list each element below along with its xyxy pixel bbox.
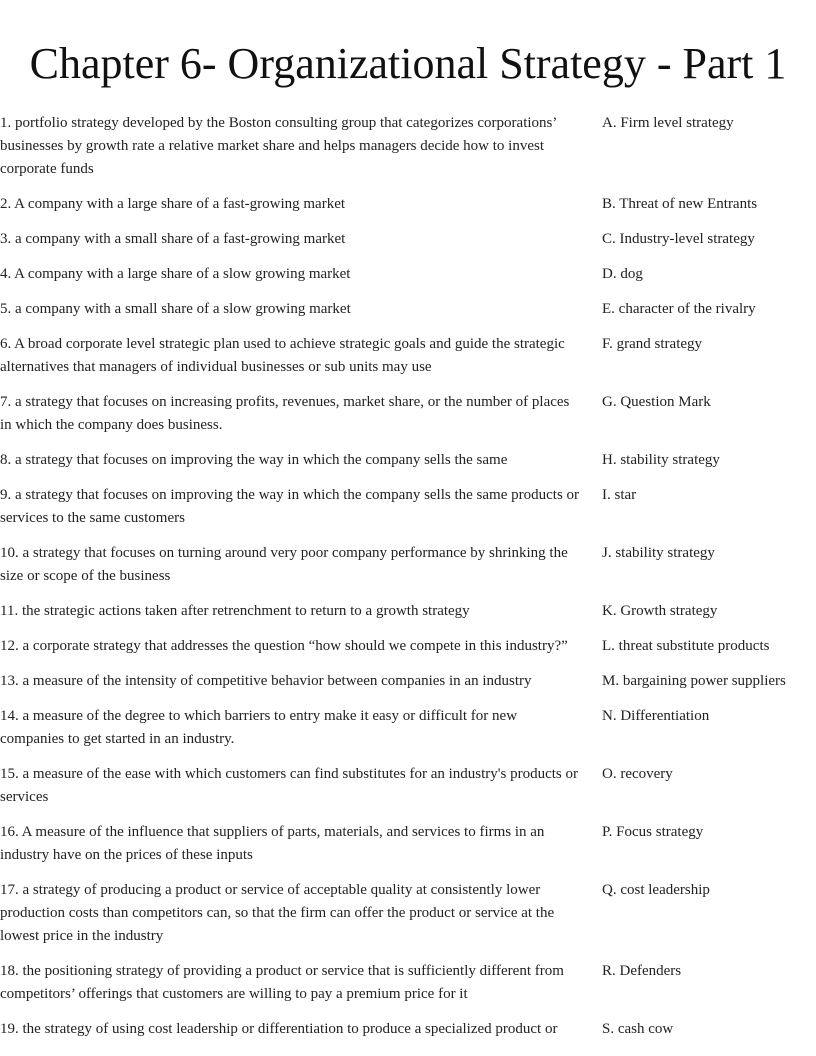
question-text: 8. a strategy that focuses on improving the way in which the company sells the same <box>0 452 508 468</box>
answer-option: H. stability strategy <box>602 452 720 468</box>
question-text: 17. a strategy of producing a product or service of acceptable quality at consistently lower production costs than competitors can, so that the firm can offer the product or service at the lowest price in the industry <box>0 882 555 944</box>
matching-row <box>0 484 816 530</box>
matching-row <box>0 112 816 181</box>
matching-row <box>0 763 816 809</box>
matching-row <box>0 542 816 588</box>
question-text: 14. a measure of the degree to which barriers to entry make it easy or difficult for new companies to get started in an industry. <box>0 708 518 747</box>
answer-option: D. dog <box>602 266 643 282</box>
answer-option: L. threat substitute products <box>602 638 770 654</box>
matching-row <box>0 193 816 216</box>
question-text: 2. A company with a large share of a fast-growing market <box>0 196 346 212</box>
answer-option: E. character of the rivalry <box>602 301 756 317</box>
answer-option: M. bargaining power suppliers <box>602 673 786 689</box>
matching-row <box>0 670 816 693</box>
answer-option: P. Focus strategy <box>602 824 704 840</box>
question-text: 16. A measure of the influence that suppliers of parts, materials, and services to firms in an industry have on the prices of these inputs <box>0 824 545 863</box>
answer-option: I. star <box>602 487 637 503</box>
answer-option: B. Threat of new Entrants <box>602 196 758 212</box>
question-text: 11. the strategic actions taken after retrenchment to return to a growth strategy <box>0 603 470 619</box>
answer-option: K. Growth strategy <box>602 603 718 619</box>
question-text: 4. A company with a large share of a slow growing market <box>0 266 351 282</box>
matching-row <box>0 391 816 437</box>
matching-list <box>0 112 816 1053</box>
answer-option: N. Differentiation <box>602 708 710 724</box>
question-text: 12. a corporate strategy that addresses the question “how should we compete in this industry?” <box>0 638 568 654</box>
answer-option: Q. cost leadership <box>602 882 710 898</box>
question-text: 5. a company with a small share of a slow growing market <box>0 301 351 317</box>
answer-option: O. recovery <box>602 766 673 782</box>
question-text: 6. A broad corporate level strategic plan used to achieve strategic goals and guide the strategic alternatives that managers of individual businesses or sub units may use <box>0 336 565 375</box>
question-text: 13. a measure of the intensity of competitive behavior between companies in an industry <box>0 673 532 689</box>
answer-option: F. grand strategy <box>602 336 703 352</box>
answer-option: J. stability strategy <box>602 545 715 561</box>
matching-row <box>0 449 816 472</box>
answer-option: R. Defenders <box>602 963 682 979</box>
question-text: 3. a company with a small share of a fast-growing market <box>0 231 346 247</box>
question-text: 18. the positioning strategy of providing a product or service that is sufficiently different from competitors’ offerings that customers are willing to pay a premium price for it <box>0 963 564 1002</box>
matching-row <box>0 635 816 658</box>
matching-row <box>0 333 816 379</box>
matching-row <box>0 600 816 623</box>
question-text: 15. a measure of the ease with which customers can find substitutes for an industry's products or services <box>0 766 578 805</box>
matching-row <box>0 228 816 251</box>
answer-option: A. Firm level strategy <box>602 115 734 131</box>
question-text: 19. the strategy of using cost leadership or differentiation to produce a specialized product or <box>0 1021 558 1037</box>
page-title: Chapter 6- Organizational Strategy - Part 1 <box>29 39 787 88</box>
matching-row <box>0 1018 816 1041</box>
question-text: 1. portfolio strategy developed by the Boston consulting group that categorizes corporations’ businesses by growth rate a relative market share and helps managers decide how to invest corporate funds <box>0 115 557 177</box>
answer-option: G. Question Mark <box>602 394 711 410</box>
question-text: 9. a strategy that focuses on improving the way in which the company sells the same products or services to the same customers <box>0 487 580 526</box>
matching-row <box>0 263 816 286</box>
matching-row <box>0 960 816 1006</box>
question-text: 7. a strategy that focuses on increasing profits, revenues, market share, or the number of places in which the company does business. <box>0 394 570 433</box>
matching-row <box>0 821 816 867</box>
answer-option: C. Industry-level strategy <box>602 231 755 247</box>
matching-row <box>0 298 816 321</box>
matching-row <box>0 705 816 751</box>
question-text: 10. a strategy that focuses on turning around very poor company performance by shrinking the size or scope of the business <box>0 545 568 584</box>
answer-option: S. cash cow <box>602 1021 674 1037</box>
matching-row <box>0 879 816 948</box>
